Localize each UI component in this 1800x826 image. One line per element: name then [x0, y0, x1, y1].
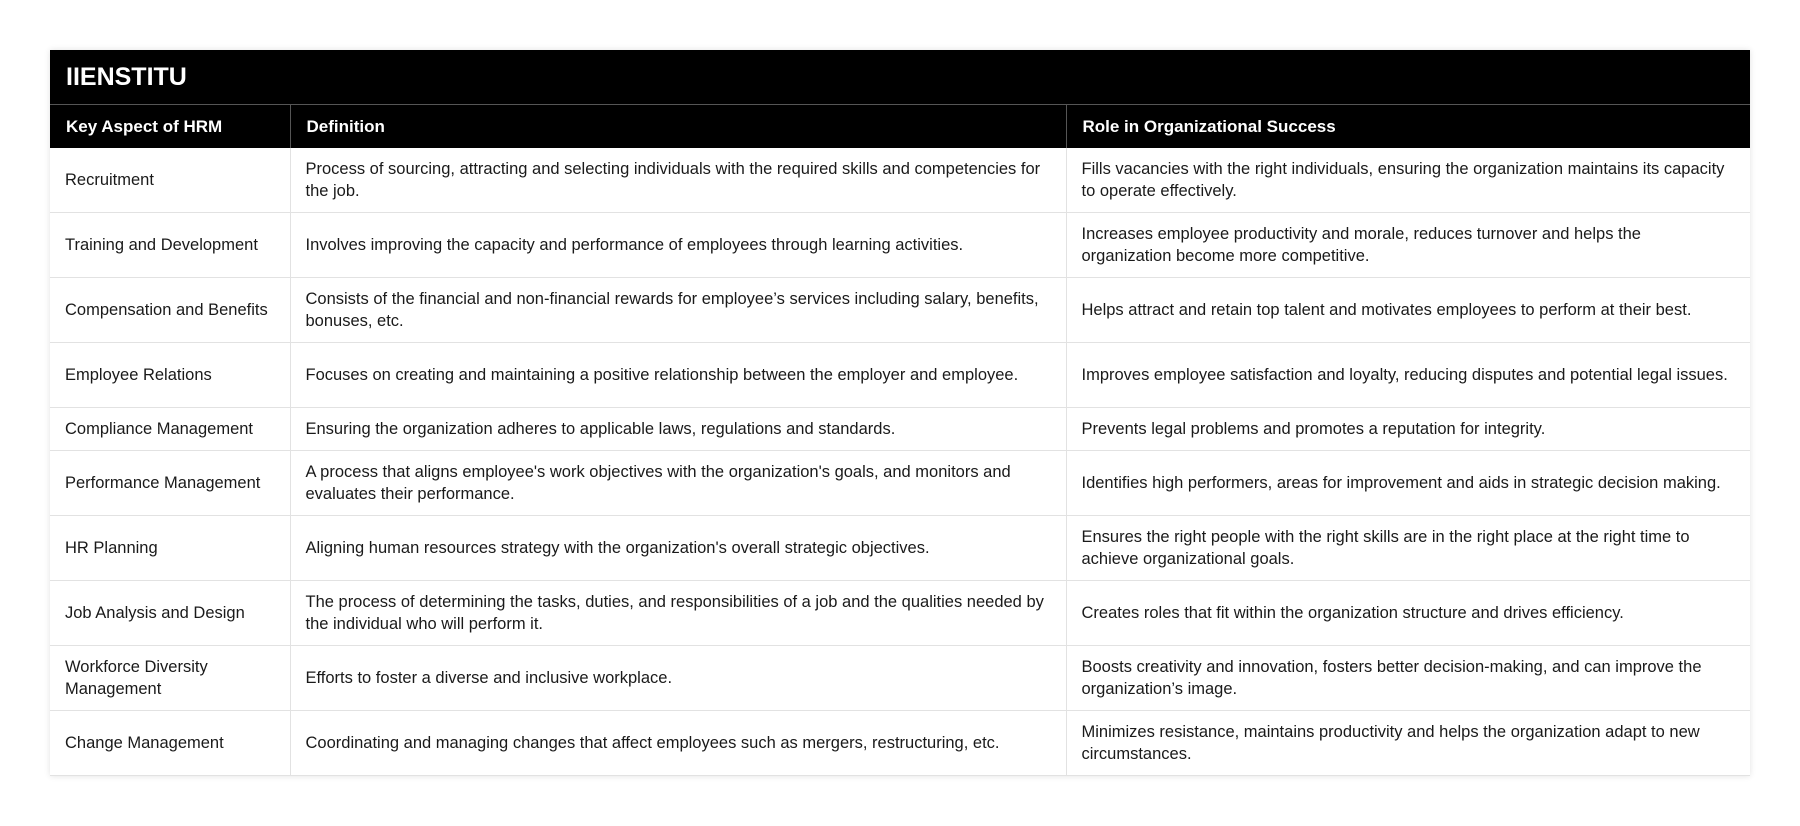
hrm-table-container: [50, 50, 1750, 776]
table-cell-definition: Ensuring the organization adheres to applicable laws, regulations and standards.: [290, 408, 1066, 451]
table-cell-definition: Aligning human resources strategy with the organization's overall strategic objectives.: [290, 516, 1066, 581]
table-cell-role: Ensures the right people with the right skills are in the right place at the right time to achieve organizational goals.: [1066, 516, 1750, 581]
table-cell-role: Helps attract and retain top talent and motivates employees to perform at their best.: [1066, 278, 1750, 343]
table-row: [50, 213, 1750, 278]
table-cell-definition: Coordinating and managing changes that affect employees such as mergers, restructuring, etc.: [290, 711, 1066, 776]
table-row: [50, 343, 1750, 408]
table-row: [50, 711, 1750, 776]
table-cell-aspect: Change Management: [50, 711, 290, 776]
column-header-role: Role in Organizational Success: [1066, 105, 1750, 149]
table-cell-definition: Consists of the financial and non-financial rewards for employee’s services including salary, benefits, bonuses, etc.: [290, 278, 1066, 343]
table-row: [50, 451, 1750, 516]
table-cell-definition: Focuses on creating and maintaining a positive relationship between the employer and employee.: [290, 343, 1066, 408]
table-cell-role: Minimizes resistance, maintains productivity and helps the organization adapt to new circumstances.: [1066, 711, 1750, 776]
table-cell-aspect: Workforce Diversity Management: [50, 646, 290, 711]
table-cell-role: Improves employee satisfaction and loyalty, reducing disputes and potential legal issues.: [1066, 343, 1750, 408]
table-cell-definition: The process of determining the tasks, duties, and responsibilities of a job and the qualities needed by the individual who will perform it.: [290, 581, 1066, 646]
table-cell-aspect: Training and Development: [50, 213, 290, 278]
table-row: [50, 646, 1750, 711]
table-cell-role: Increases employee productivity and morale, reduces turnover and helps the organization become more competitive.: [1066, 213, 1750, 278]
table-row: [50, 278, 1750, 343]
hrm-table: [50, 50, 1750, 776]
table-title: IIENSTITU: [50, 50, 1750, 105]
table-cell-definition: Process of sourcing, attracting and selecting individuals with the required skills and competencies for the job.: [290, 148, 1066, 213]
table-cell-aspect: Compliance Management: [50, 408, 290, 451]
table-cell-role: Boosts creativity and innovation, fosters better decision-making, and can improve the organization’s image.: [1066, 646, 1750, 711]
table-row: [50, 148, 1750, 213]
table-cell-aspect: Employee Relations: [50, 343, 290, 408]
title-row: [50, 50, 1750, 105]
table-row: [50, 581, 1750, 646]
table-cell-role: Identifies high performers, areas for improvement and aids in strategic decision making.: [1066, 451, 1750, 516]
table-cell-aspect: Compensation and Benefits: [50, 278, 290, 343]
column-header-definition: Definition: [290, 105, 1066, 149]
table-row: [50, 408, 1750, 451]
table-cell-aspect: HR Planning: [50, 516, 290, 581]
table-cell-aspect: Performance Management: [50, 451, 290, 516]
table-cell-role: Creates roles that fit within the organization structure and drives efficiency.: [1066, 581, 1750, 646]
column-header-key-aspect: Key Aspect of HRM: [50, 105, 290, 149]
table-cell-aspect: Job Analysis and Design: [50, 581, 290, 646]
table-row: [50, 516, 1750, 581]
table-cell-definition: Efforts to foster a diverse and inclusive workplace.: [290, 646, 1066, 711]
table-cell-aspect: Recruitment: [50, 148, 290, 213]
table-cell-definition: Involves improving the capacity and performance of employees through learning activities.: [290, 213, 1066, 278]
header-row: [50, 105, 1750, 149]
table-cell-definition: A process that aligns employee's work objectives with the organization's goals, and monitors and evaluates their performance.: [290, 451, 1066, 516]
table-cell-role: Prevents legal problems and promotes a reputation for integrity.: [1066, 408, 1750, 451]
table-cell-role: Fills vacancies with the right individuals, ensuring the organization maintains its capacity to operate effectively.: [1066, 148, 1750, 213]
